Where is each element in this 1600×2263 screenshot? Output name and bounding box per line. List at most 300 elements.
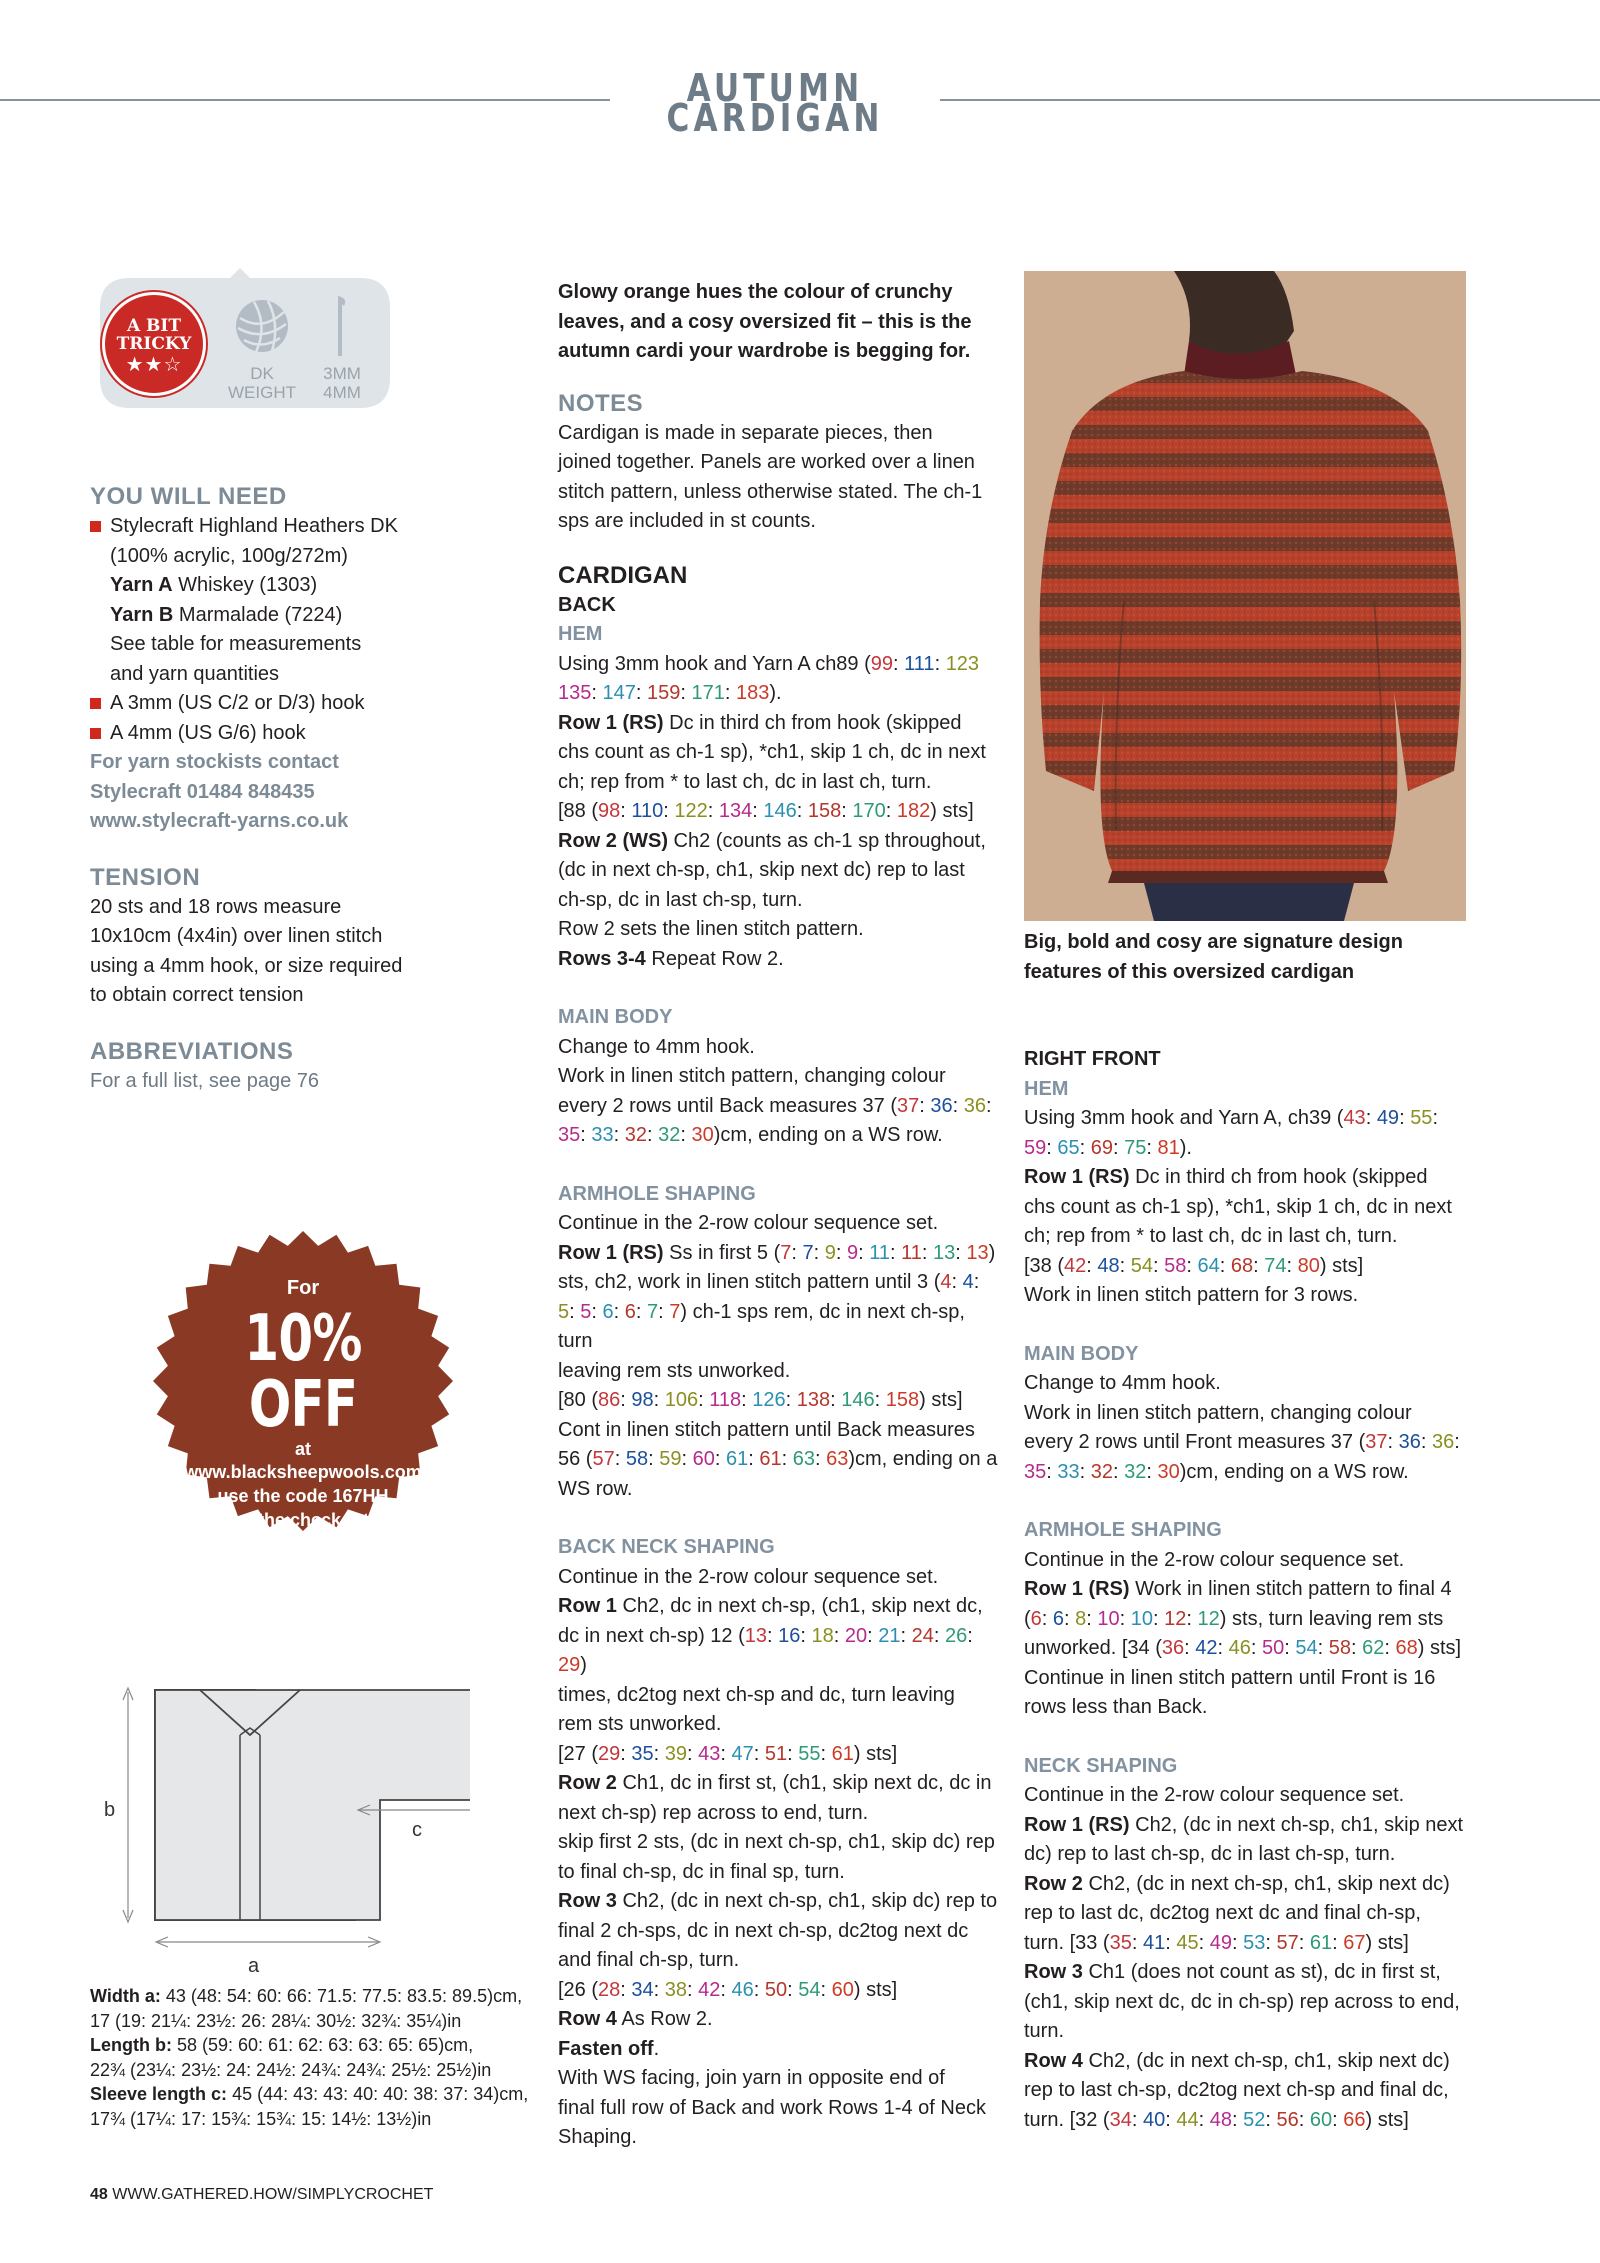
size-value: 158	[807, 800, 842, 822]
row-text	[1024, 2047, 1474, 2077]
row-text: Ch1, dc in first st, (ch1, skip next dc, dc in	[616, 1772, 992, 1794]
size-sep: :	[967, 1624, 973, 1647]
size-sep: :	[720, 1978, 732, 2001]
size-sep: :	[1086, 1254, 1098, 1277]
size-sep: :	[781, 1448, 793, 1470]
size-list	[1024, 1137, 1180, 1159]
size-value: 7	[647, 1300, 659, 1323]
size-value: 80	[1297, 1254, 1320, 1277]
sleeve-cm: 45 (44: 43: 43: 40: 40: 38: 37: 34)cm,	[227, 2084, 529, 2104]
size-value: 61	[1309, 1931, 1333, 1954]
size-sep: :	[687, 1978, 699, 2001]
row-text	[558, 1622, 998, 1681]
offer-code: use the code 167HH	[217, 1485, 389, 1506]
notes-line: stitch pattern, unless otherwise stated. The ch-1	[558, 480, 983, 503]
size-value: 50	[1261, 1637, 1285, 1659]
row-text	[1024, 1428, 1474, 1458]
size-value: 13	[933, 1241, 956, 1264]
row-text: dc) rep to last ch-sp, dc in last ch-sp, turn.	[1024, 1843, 1396, 1865]
row-text: Continue in the 2-row colour sequence set.	[1024, 1784, 1405, 1806]
row-label: Row 1 (RS)	[558, 1241, 664, 1264]
yarn-name: Stylecraft Highland Heathers DK	[110, 515, 398, 537]
row-text	[1024, 1870, 1474, 1900]
row-text	[558, 1769, 998, 1799]
size-value: 54	[798, 1978, 821, 2001]
text-start: unworked. [34 (	[1024, 1637, 1162, 1659]
size-value: 54	[1295, 1637, 1318, 1659]
count-end: ) sts]	[853, 1742, 898, 1765]
size-value: 49	[1376, 1107, 1400, 1129]
size-list	[1343, 1107, 1432, 1129]
size-sep: :	[1165, 1931, 1177, 1954]
size-value: 58	[1164, 1254, 1187, 1277]
size-sep: :	[1079, 1460, 1091, 1483]
notes-line: joined together. Panels are worked over a linen	[558, 451, 975, 473]
size-value: 30	[691, 1124, 714, 1146]
size-sep: :	[885, 800, 897, 822]
size-value: 48	[1097, 1254, 1120, 1277]
row-text	[558, 1268, 998, 1298]
size-sep: :	[680, 682, 692, 704]
size-sep: :	[620, 1978, 632, 2001]
size-sep: :	[1198, 2108, 1210, 2131]
size-value: 44	[1176, 2108, 1199, 2131]
width-cm: 43 (48: 54: 60: 66: 71.5: 77.5: 83.5: 89.5)cm,	[160, 1986, 523, 2006]
hem-line	[558, 650, 998, 680]
row-label: Row 1 (RS)	[1024, 1166, 1130, 1188]
size-value: 35	[1024, 1460, 1047, 1483]
list-item	[90, 689, 470, 719]
diagram-label-a: a	[248, 1955, 260, 1977]
yarn-a-label: Yarn A	[110, 574, 173, 596]
footer-url: WWW.GATHERED.HOW/SIMPLYCROCHET	[107, 2186, 434, 2203]
you-will-need-heading: YOU WILL NEED	[90, 483, 287, 510]
size-sep: :	[867, 1624, 879, 1647]
row-text: Work in linen stitch pattern, changing colour	[558, 1065, 946, 1087]
main-body-heading: MAIN BODY	[1024, 1342, 1139, 1365]
sep: :	[986, 1094, 992, 1117]
size-sep: :	[1186, 1607, 1198, 1630]
size-value: 68	[1230, 1254, 1254, 1277]
text-end: )cm, ending on a WS row.	[713, 1124, 943, 1146]
size-value: 21	[878, 1624, 901, 1647]
size-sep: :	[1086, 1607, 1098, 1630]
text-start: (	[1024, 1607, 1031, 1630]
size-value: 60	[692, 1448, 715, 1470]
size-value: 11	[901, 1241, 922, 1264]
row-text: rem sts unworked.	[558, 1713, 722, 1735]
size-sep: :	[900, 1624, 912, 1647]
size-sep: :	[1046, 1460, 1058, 1483]
count-start: [80 (	[558, 1389, 599, 1411]
size-value: 57	[592, 1448, 615, 1470]
size-value: 110	[631, 800, 664, 822]
st-count	[558, 1740, 998, 1770]
offer-checkout: at the checkout	[236, 1509, 370, 1530]
size-value: 8	[1075, 1607, 1087, 1630]
size-value: 41	[1142, 1931, 1166, 1954]
row-label: Rows 3-4	[558, 947, 646, 970]
offer-for: For	[286, 1277, 320, 1299]
hem-heading: HEM	[1024, 1077, 1069, 1100]
size-sep: :	[1231, 1931, 1244, 1954]
text-start: 56 (	[558, 1448, 593, 1470]
size-sep: :	[767, 1624, 779, 1647]
count-end: ) sts]	[930, 800, 974, 822]
size-value: 42	[1195, 1637, 1218, 1659]
notes-line: sps are included in st counts.	[558, 510, 816, 532]
size-value: 36	[1161, 1637, 1185, 1659]
size-list	[1064, 1255, 1320, 1277]
row-label: Row 1 (RS)	[558, 711, 664, 734]
size-sep: :	[707, 800, 719, 822]
tension-heading: TENSION	[90, 863, 201, 891]
size-value: 65	[1057, 1136, 1080, 1159]
size-value: 13	[744, 1624, 767, 1647]
row-text: next ch-sp) rep across to end, turn.	[558, 1801, 869, 1824]
size-sep: :	[620, 1742, 632, 1765]
st-count	[558, 1386, 998, 1416]
size-value: 16	[778, 1624, 801, 1647]
size-value: 63	[792, 1448, 815, 1470]
size-list	[598, 800, 930, 822]
row2	[558, 827, 998, 857]
sep: :	[973, 1271, 980, 1293]
row1	[558, 709, 998, 739]
size-value: 11	[869, 1241, 891, 1264]
row-text: (ch1, skip next dc, dc in ch-sp) rep across to end,	[1024, 1990, 1460, 2013]
notes-heading: NOTES	[558, 389, 644, 417]
text-end: ) sts, turn leaving rem sts	[1219, 1607, 1444, 1630]
size-value: 54	[1130, 1254, 1154, 1277]
row-text: Continue in the 2-row colour sequence set.	[558, 1212, 939, 1234]
size-value: 61	[759, 1448, 782, 1470]
right-column	[1024, 1045, 1474, 2135]
row-label: Row 1	[558, 1595, 617, 1617]
size-sep: :	[1332, 2108, 1344, 2131]
row-text: times, dc2tog next ch-sp and dc, turn leaving	[558, 1683, 955, 1706]
size-value: 35	[1109, 1931, 1132, 1954]
size-sep: :	[951, 1271, 963, 1293]
tension-line: using a 4mm hook, or size required	[90, 954, 403, 977]
size-value: 36	[963, 1094, 987, 1117]
count-end: ) sts]	[853, 1978, 898, 2001]
size-value: 171	[691, 682, 725, 704]
size-value: 69	[1090, 1136, 1113, 1159]
size-value: 58	[1328, 1637, 1351, 1659]
row-text: Ch2, dc in next ch-sp, (ch1, skip next dc,	[616, 1595, 983, 1617]
size-value: 32	[658, 1124, 681, 1146]
size-sep: :	[753, 1742, 765, 1765]
diagram-label-b: b	[104, 1799, 116, 1821]
size-sep: :	[791, 1241, 803, 1264]
text-end: ) sts]	[1365, 1931, 1409, 1954]
intro-line: leaves, and a cosy oversized fit – this is the	[558, 310, 972, 333]
size-sep: :	[787, 1978, 799, 2001]
size-value: 38	[664, 1978, 688, 2001]
hook-1: A 3mm (US C/2 or D/3) hook	[110, 692, 365, 714]
size-sep: :	[648, 1448, 660, 1470]
row-text	[558, 1445, 998, 1475]
row-text	[1024, 1104, 1474, 1134]
size-value: 122	[674, 800, 708, 822]
difficulty-line2: TRICKY	[116, 334, 192, 354]
size-value: 126	[752, 1389, 786, 1411]
count-start: [26 (	[558, 1978, 599, 2001]
notes-line: Cardigan is made in separate pieces, then	[558, 421, 933, 444]
size-sep: :	[635, 682, 647, 704]
size-sep: :	[647, 1124, 659, 1146]
row-label: Row 2	[1024, 1872, 1083, 1895]
offer-url[interactable]: www.blacksheepwools.com	[184, 1461, 422, 1482]
size-value: 111	[904, 652, 935, 675]
offer-text	[150, 1228, 456, 1552]
header-rule-left	[0, 99, 610, 101]
size-value: 10	[1130, 1607, 1154, 1630]
size-sep: :	[1184, 1637, 1196, 1659]
size-sep: :	[921, 1241, 934, 1264]
size-sep: :	[787, 1742, 799, 1765]
sep: :	[1432, 1107, 1438, 1129]
size-list	[558, 1124, 714, 1146]
size-value: 5	[558, 1300, 570, 1323]
size-value: 33	[591, 1124, 614, 1146]
hook-line1: 3MM	[323, 364, 361, 383]
weight-line1: DK	[250, 364, 274, 383]
row-text: Continue in the 2-row colour sequence set.	[1024, 1548, 1405, 1571]
size-sep: :	[1131, 1931, 1143, 1954]
tension-line: 20 sts and 18 rows measure	[90, 895, 342, 918]
size-sep: :	[1350, 1637, 1363, 1659]
row-text: Ch2, (dc in next ch-sp, ch1, skip next	[1129, 1813, 1464, 1836]
page-footer	[90, 2180, 433, 2210]
size-sep: :	[741, 1389, 753, 1411]
st-count	[558, 1976, 998, 2006]
page-number: 48	[90, 2186, 108, 2203]
size-sep: :	[830, 1389, 842, 1411]
size-value: 33	[1057, 1460, 1080, 1483]
weight-label	[216, 364, 308, 402]
size-value: 58	[625, 1448, 649, 1470]
text-start: sts, ch2, work in linen stitch pattern until 3 (	[558, 1271, 941, 1293]
size-sep: :	[1384, 1637, 1396, 1659]
size-sep: :	[1131, 2108, 1143, 2131]
size-value: 50	[764, 1978, 788, 2001]
size-list	[1031, 1608, 1220, 1630]
crochet-hook-icon	[332, 296, 352, 358]
size-value: 9	[824, 1241, 836, 1264]
size-list	[1162, 1637, 1418, 1659]
text-end: ) ch-1 sps rem, dc in next ch-sp, turn	[558, 1300, 965, 1352]
page-title: AUTUMN CARDIGAN	[666, 66, 884, 140]
tension-line: 10x10cm (4x4in) over linen stitch	[90, 925, 383, 947]
row-text	[1024, 1811, 1474, 1841]
size-value: 64	[1197, 1254, 1220, 1277]
size-sep: :	[1265, 2108, 1277, 2131]
size-sep: :	[1284, 1637, 1296, 1659]
size-sep: :	[835, 1241, 848, 1264]
back-neck-heading: BACK NECK SHAPING	[558, 1536, 775, 1558]
row-text: Change to 4mm hook.	[1024, 1372, 1221, 1394]
size-sep: :	[934, 652, 946, 675]
size-value: 7	[802, 1241, 814, 1264]
size-value: 86	[598, 1389, 621, 1411]
size-value: 98	[631, 1389, 654, 1411]
stockists-line1: For yarn stockists contact	[90, 751, 339, 773]
size-value: 99	[870, 652, 894, 675]
size-value: 146	[841, 1389, 875, 1411]
size-value: 60	[1309, 2108, 1333, 2131]
size-sep: :	[1119, 1607, 1131, 1630]
size-value: 51	[764, 1742, 788, 1765]
page-header	[0, 66, 1600, 140]
offer-headline: 10% OFF	[244, 1301, 362, 1442]
row-text: final 2 ch-sps, dc in next ch-sp, dc2tog next dc	[558, 1919, 969, 1942]
sleeve-measure	[90, 2082, 550, 2107]
size-sep: :	[1332, 1931, 1344, 1954]
size-list	[598, 1743, 854, 1765]
row-text: With WS facing, join yarn in opposite end of	[558, 2067, 945, 2089]
size-sep: :	[933, 1624, 945, 1647]
size-sep: :	[658, 1300, 670, 1323]
width-label: Width a:	[90, 1986, 161, 2006]
row-text: Ch2, (dc in next ch-sp, ch1, skip next dc)	[1082, 1872, 1450, 1895]
text-end: )	[580, 1654, 587, 1676]
size-value: 5	[580, 1300, 592, 1323]
size-sep: :	[1113, 1460, 1125, 1483]
size-list	[598, 1389, 919, 1411]
size-value: 183	[736, 682, 770, 704]
size-list	[897, 1095, 986, 1117]
size-value: 4	[962, 1271, 974, 1293]
size-value: 10	[1097, 1607, 1120, 1630]
tension-line: to obtain correct tension	[90, 984, 304, 1006]
size-value: 147	[602, 682, 636, 704]
row-text: Change to 4mm hook.	[558, 1035, 755, 1058]
size-sep: :	[591, 1300, 603, 1323]
fasten-off: Fasten off	[558, 2037, 654, 2060]
size-value: 158	[885, 1389, 920, 1411]
length-cm: 58 (59: 60: 61: 62: 63: 63: 65: 65)cm,	[171, 2035, 474, 2055]
armhole-heading: ARMHOLE SHAPING	[1024, 1519, 1222, 1541]
text-start: every 2 rows until Front measures 37 (	[1024, 1431, 1366, 1453]
size-sep: :	[814, 1448, 827, 1470]
size-value: 12	[1164, 1607, 1187, 1630]
size-value: 118	[709, 1389, 742, 1411]
hook-2: A 4mm (US G/6) hook	[110, 721, 306, 744]
st-count	[1024, 1252, 1474, 1282]
size-value: 62	[1362, 1637, 1385, 1659]
size-sep: :	[813, 1241, 825, 1264]
measurements-block	[90, 1984, 550, 2131]
size-list	[871, 653, 979, 675]
size-value: 53	[1243, 1931, 1266, 1954]
size-sep: :	[748, 1448, 760, 1470]
size-value: 24	[911, 1624, 934, 1647]
size-value: 182	[896, 800, 931, 822]
st-count	[558, 797, 998, 827]
size-value: 37	[1365, 1431, 1388, 1453]
size-value: 55	[798, 1742, 821, 1765]
row-text	[558, 2035, 998, 2065]
row-text: Work in linen stitch pattern for 3 rows.	[1024, 1284, 1359, 1306]
text-end: ) sts]	[1417, 1637, 1462, 1659]
rows34	[558, 945, 998, 975]
size-sep: :	[613, 1124, 625, 1146]
size-sep: :	[919, 1094, 931, 1117]
size-value: 6	[602, 1300, 614, 1323]
sleeve-in: 17¾ (17¼: 17: 15¾: 15¾: 15: 14½: 13½)in	[90, 2108, 432, 2129]
size-sep: :	[1253, 1254, 1265, 1277]
size-value: 36	[1432, 1431, 1455, 1453]
sep: :	[1454, 1431, 1460, 1453]
size-sep: :	[753, 1978, 765, 2001]
offer-expiry: Offer ends 17 November 2025	[242, 1536, 364, 1547]
row-text: WS row.	[558, 1477, 633, 1500]
row-text: Ch2, (dc in next ch-sp, ch1, skip next dc)	[1082, 2049, 1450, 2072]
size-value: 36	[1398, 1431, 1421, 1453]
stockists-url[interactable]: www.stylecraft-yarns.co.uk	[90, 810, 349, 832]
size-sep: :	[1298, 2108, 1310, 2131]
row-text	[1024, 1605, 1474, 1635]
size-value: 138	[796, 1389, 831, 1411]
text-start: dc in next ch-sp) 12 (	[558, 1624, 745, 1647]
row-text: to final ch-sp, dc in final sp, turn.	[558, 1860, 845, 1883]
difficulty-line1: A BIT	[126, 316, 182, 336]
abbreviations-text: For a full list, see page 76	[90, 1069, 320, 1092]
size-value: 81	[1157, 1136, 1180, 1159]
size-sep: :	[1420, 1431, 1432, 1453]
size-value: 106	[664, 1389, 699, 1411]
row-text: chs count as ch-1 sp), *ch1, skip 1 ch, dc in next	[1024, 1195, 1452, 1218]
size-value: 48	[1209, 2108, 1232, 2131]
row-text	[558, 1092, 998, 1122]
row-text	[558, 2005, 998, 2035]
size-sep: :	[1399, 1107, 1411, 1129]
size-value: 55	[1410, 1107, 1433, 1129]
size-sep: :	[720, 1742, 732, 1765]
size-sep: :	[1146, 1136, 1158, 1159]
row-text	[1024, 1134, 1474, 1164]
size-list	[1024, 1461, 1180, 1483]
size-value: 9	[847, 1241, 859, 1264]
row-label: Row 4	[558, 2008, 617, 2030]
text-start: turn. [33 (	[1024, 1931, 1110, 1954]
row-text: Continue in the 2-row colour sequence set.	[558, 1565, 939, 1588]
size-value: 59	[1024, 1136, 1047, 1159]
size-sep: :	[833, 1624, 845, 1647]
size-sep: :	[1064, 1607, 1076, 1630]
size-sep: :	[1165, 2108, 1177, 2131]
size-sep: :	[796, 800, 808, 822]
size-value: 66	[1343, 2108, 1366, 2131]
row-text: and final ch-sp, turn.	[558, 1949, 740, 1971]
size-value: 7	[780, 1241, 792, 1264]
count-end: ) sts]	[1319, 1254, 1364, 1277]
size-list	[1365, 1431, 1454, 1453]
size-value: 61	[725, 1448, 749, 1470]
text-start: every 2 rows until Back measures 37 (	[558, 1094, 898, 1117]
difficulty-badge	[90, 268, 400, 416]
neck-shaping-heading: NECK SHAPING	[1024, 1754, 1178, 1777]
caption-line: Big, bold and cosy are signature design	[1024, 931, 1403, 953]
header-rule-right	[940, 99, 1600, 101]
size-value: 46	[1228, 1637, 1251, 1659]
row-text	[558, 1298, 998, 1357]
stockists-phone: Stylecraft 01484 848435	[90, 780, 315, 803]
row-text	[558, 1239, 998, 1269]
size-sep: :	[1113, 1136, 1125, 1159]
